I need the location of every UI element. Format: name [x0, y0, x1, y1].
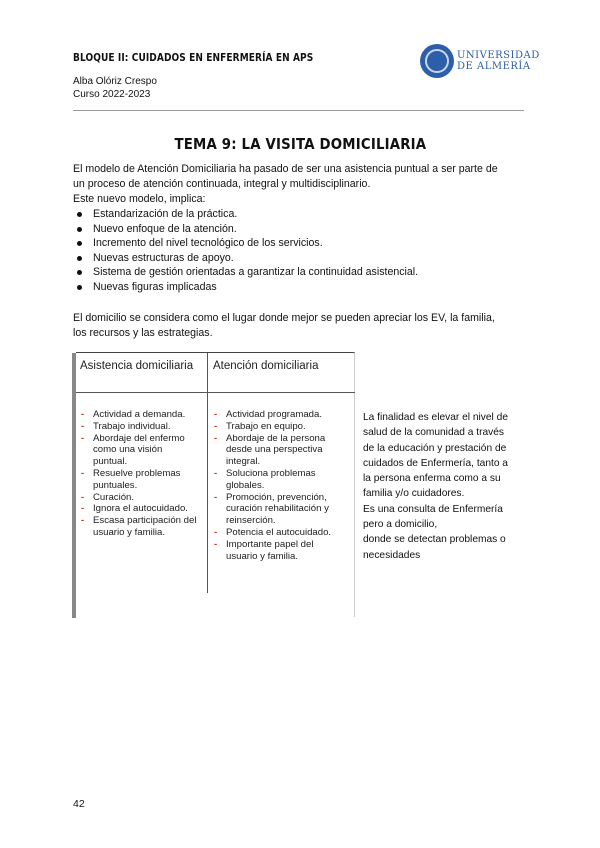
table-item: - Trabajo individual.: [78, 421, 196, 433]
asistencia-list: [78, 409, 196, 539]
purpose-line: familia y/o cuidadores.: [363, 488, 465, 500]
purpose-line: la persona enferma como a su: [363, 473, 501, 485]
list-item: Nuevas figuras implicadas: [73, 280, 418, 295]
list-item: Nuevas estructuras de apoyo.: [73, 251, 418, 266]
course-year: Curso 2022-2023: [73, 89, 151, 100]
table-item-continuation: curación rehabilitación y: [226, 503, 329, 515]
table-item: - Promoción, prevención,: [211, 492, 331, 504]
table-item: - Abordaje de la persona: [211, 433, 331, 445]
purpose-line: de la educación y prestación de: [363, 442, 507, 454]
university-name-line2: DE ALMERÍA: [457, 61, 531, 72]
purpose-paragraph: [363, 410, 527, 563]
university-name-line1: UNIVERSIDAD: [457, 50, 540, 61]
intro-line: El modelo de Atención Domiciliaria ha pasado de ser una asistencia puntual a ser parte de: [73, 163, 498, 175]
purpose-line: necesidades: [363, 549, 421, 561]
page-number: 42: [73, 798, 85, 810]
list-item: Estandarización de la práctica.: [73, 207, 418, 222]
table-item: - Curación.: [78, 492, 196, 504]
intro-paragraph: [73, 162, 528, 207]
purpose-line: donde se detectan problemas o: [363, 534, 506, 546]
table-item: - Abordaje del enfermo: [78, 433, 196, 445]
table-item: - Potencia el autocuidado.: [211, 527, 331, 539]
table-item-continuation: puntuales.: [93, 479, 138, 491]
table-item-continuation: puntual.: [93, 456, 128, 468]
table-item: - Importante papel del: [211, 539, 331, 551]
author-info: [73, 75, 157, 101]
table-item-continuation: usuario y familia.: [93, 526, 165, 538]
intro-line: un proceso de atención continuada, integral y multidisciplinario.: [73, 178, 371, 190]
university-logo: [420, 44, 540, 78]
page-title-text: TEMA 9: LA VISITA DOMICILIARIA: [174, 135, 426, 153]
column-divider: [207, 353, 208, 593]
comparison-table: [76, 352, 355, 617]
model-implications-list: [73, 207, 418, 295]
purpose-line: salud de la comunidad a través: [363, 427, 505, 439]
table-item-continuation: globales.: [226, 479, 265, 491]
list-item: Nuevo enfoque de la atención.: [73, 222, 418, 237]
table-item: - Actividad programada.: [211, 409, 331, 421]
purpose-line: pero a domicilio,: [363, 519, 438, 531]
table-item: - Resuelve problemas: [78, 468, 196, 480]
header-divider: [76, 392, 355, 393]
page-title: [0, 135, 600, 153]
domicilio-line: El domicilio se considera como el lugar donde mejor se pueden apreciar los EV, la familia,: [73, 312, 495, 324]
intro-line: Este nuevo modelo, implica:: [73, 193, 206, 205]
atencion-list: [211, 409, 331, 562]
purpose-line: La finalidad es elevar el nivel de: [363, 412, 508, 423]
table-item: - Escasa participación del: [78, 515, 196, 527]
table-item-continuation: integral.: [226, 456, 261, 468]
list-item: Sistema de gestión orientadas a garantizar la continuidad asistencial.: [73, 265, 418, 280]
column-header-asistencia: Asistencia domiciliaria: [80, 360, 194, 372]
purpose-line: Es una consulta de Enfermería: [363, 503, 503, 515]
table-item-continuation: usuario y familia.: [226, 550, 298, 562]
table-item: - Soluciona problemas: [211, 468, 331, 480]
column-header-atencion: Atención domiciliaria: [213, 360, 319, 372]
domicilio-paragraph: [73, 311, 528, 341]
table-item-continuation: desde una perspectiva: [226, 444, 323, 456]
university-seal-icon: [420, 44, 454, 78]
list-item: Incremento del nivel tecnológico de los servicios.: [73, 236, 418, 251]
course-title: BLOQUE II: CUIDADOS EN ENFERMERÍA EN APS: [73, 52, 314, 64]
table-item: - Actividad a demanda.: [78, 409, 196, 421]
table-item-continuation: como una visión: [93, 444, 163, 456]
table-item: - Trabajo en equipo.: [211, 421, 331, 433]
author-name: Alba Olóriz Crespo: [73, 76, 157, 87]
table-item-continuation: reinserción.: [226, 515, 276, 527]
university-name: [457, 50, 540, 72]
table-item: - Ignora el autocuidado.: [78, 503, 196, 515]
header-divider: [73, 110, 524, 111]
purpose-line: cuidados de Enfermería, tanto a: [363, 457, 508, 469]
domicilio-line: los recursos y las estrategias.: [73, 327, 213, 339]
